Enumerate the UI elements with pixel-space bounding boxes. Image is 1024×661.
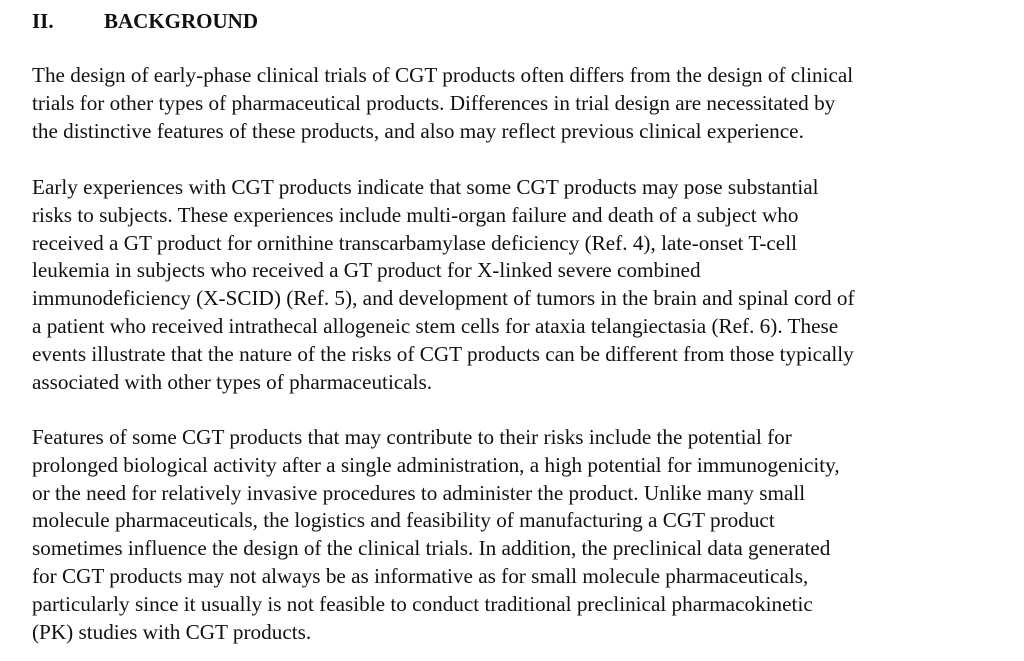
text-line: associated with other types of pharmaceuticals. xyxy=(32,369,433,394)
section-number: II. xyxy=(32,9,54,33)
text-line: a patient who received intrathecal allogeneic stem cells for ataxia telangiectasia (Ref. 6). These xyxy=(32,313,839,338)
section-heading xyxy=(32,8,258,34)
text-line: molecule pharmaceuticals, the logistics and feasibility of manufacturing a CGT product xyxy=(32,508,775,533)
text-line: particularly since it usually is not feasible to conduct traditional preclinical pharmacokinetic xyxy=(32,591,813,616)
paragraph-trial-design xyxy=(32,62,853,145)
paragraph-risk-features xyxy=(32,424,840,646)
text-line: the distinctive features of these products, and also may reflect previous clinical experience. xyxy=(32,118,804,143)
text-line: received a GT product for ornithine transcarbamylase deficiency (Ref. 4), late-onset T-cell xyxy=(32,230,797,255)
text-line: (PK) studies with CGT products. xyxy=(32,619,312,644)
text-line: events illustrate that the nature of the risks of CGT products can be different from those typically xyxy=(32,341,854,366)
text-line: or the need for relatively invasive procedures to administer the product. Unlike many small xyxy=(32,480,806,505)
paragraph-early-experiences xyxy=(32,174,855,396)
text-line: Early experiences with CGT products indicate that some CGT products may pose substantial xyxy=(32,175,819,199)
text-line: risks to subjects. These experiences include multi-organ failure and death of a subject who xyxy=(32,202,799,227)
text-line: immunodeficiency (X-SCID) (Ref. 5), and development of tumors in the brain and spinal cord of xyxy=(32,286,855,311)
text-line: prolonged biological activity after a single administration, a high potential for immunogenicity, xyxy=(32,452,840,477)
section-title: BACKGROUND xyxy=(104,9,259,33)
text-line: Features of some CGT products that may contribute to their risks include the potential for xyxy=(32,425,792,449)
text-line: trials for other types of pharmaceutical products. Differences in trial design are necessitated by xyxy=(32,90,836,115)
text-line: The design of early-phase clinical trials of CGT products often differs from the design of clinical xyxy=(32,63,854,87)
text-line: sometimes influence the design of the clinical trials. In addition, the preclinical data generated xyxy=(32,536,831,561)
text-line: leukemia in subjects who received a GT product for X-linked severe combined xyxy=(32,258,701,283)
text-line: for CGT products may not always be as informative as for small molecule pharmaceuticals, xyxy=(32,563,809,588)
